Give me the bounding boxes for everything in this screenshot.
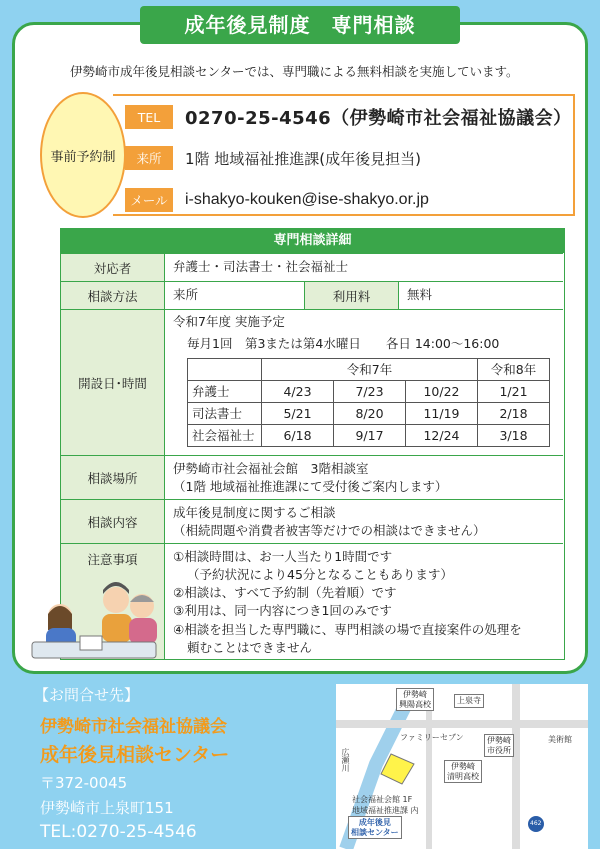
contact-heading: 【お問合せ先】 (34, 686, 140, 704)
client-body (129, 618, 157, 644)
access-map (336, 684, 588, 849)
map-art: 美術館 (548, 735, 572, 744)
notes-value (165, 544, 563, 659)
datetime-row (61, 309, 563, 455)
schedule-date: 2/18 (478, 403, 550, 425)
schedule-date: 1/21 (478, 381, 550, 403)
note-item: ①相談時間は、お一人当たり1時間です (173, 549, 393, 564)
schedule-table (187, 358, 550, 447)
notes-label: 注意事項 (61, 544, 165, 659)
map-seven: セブン (440, 733, 464, 742)
content-label: 相談内容 (61, 500, 165, 543)
schedule-role: 社会福祉士 (188, 425, 262, 447)
road-horizontal (336, 720, 588, 728)
schedule-date: 6/18 (262, 425, 334, 447)
contact-tel[interactable]: TEL:0270-25-4546 (40, 822, 197, 842)
map-river: 広瀬川 (341, 748, 350, 772)
place-row (61, 455, 563, 499)
counselor-body (102, 614, 132, 642)
note-item: （予約状況により45分となることもあります） (187, 567, 453, 583)
tel-row (125, 104, 572, 130)
road-vertical (512, 684, 520, 849)
consultation-illustration (24, 570, 164, 670)
contact-org: 伊勢崎市社会福祉協議会 (40, 717, 227, 737)
content-line2: （相続問題や消費者被害等だけでの相談はできません） (173, 522, 486, 538)
reservation-label: 事前予約制 (50, 149, 116, 165)
map-school2: 伊勢崎 清明高校 (444, 760, 482, 783)
mail-tag: メール (125, 188, 173, 212)
schedule-corner (188, 359, 262, 381)
datetime-label: 開設日･時間 (61, 310, 165, 455)
schedule-date: 12/24 (406, 425, 478, 447)
mail-link[interactable]: i-shakyo-kouken@ise-shakyo.or.jp (185, 191, 429, 208)
note-item: ②相談は、すべて予約制（先着順）です (173, 585, 397, 601)
note-item: ③利用は、同一内容につき1回のみです (173, 603, 392, 619)
reservation-badge (40, 92, 126, 218)
content-line1: 成年後見制度に関するご相談 (173, 505, 336, 520)
schedule-row (188, 425, 550, 447)
visit-row (125, 146, 421, 170)
schedule-row (188, 381, 550, 403)
note-item: 頼むことはできません (187, 639, 313, 655)
schedule-date: 7/23 (334, 381, 406, 403)
year8-header: 令和8年 (478, 359, 550, 381)
schedule-role: 弁護士 (188, 381, 262, 403)
content-row (61, 499, 563, 543)
datetime-value (165, 310, 563, 455)
map-school1: 伊勢崎 興陽高校 (396, 688, 434, 711)
tel-value[interactable]: 0270-25-4546（伊勢崎市社会福祉協議会） (185, 108, 572, 129)
map-family: ファミリー (400, 733, 440, 742)
counselor-head (103, 587, 129, 613)
intro-text: 伊勢崎市成年後見相談センターでは、専門職による無料相談を実施しています。 (70, 64, 519, 79)
map-city-hall: 伊勢崎 市役所 (484, 734, 514, 757)
content-value (165, 500, 563, 543)
schedule-role: 司法書士 (188, 403, 262, 425)
freq-text: 毎月1回 第3または第4水曜日 各日 14:00～16:00 (187, 335, 500, 351)
method-value: 来所 (165, 282, 305, 309)
visit-tag: 来所 (125, 146, 173, 170)
place-line1: 伊勢崎市社会福祉会館 3階相談室 (173, 461, 369, 476)
map-kamiizumi: 上泉寺 (454, 694, 484, 708)
road-vertical-2 (426, 704, 432, 849)
note-item: ④相談を担当した専門職に、専門相談の場で直接案件の処理を (173, 621, 522, 637)
contact-center: 成年後見相談センター (40, 744, 230, 766)
fee-label: 利用料 (305, 282, 399, 309)
staff-label: 対応者 (61, 254, 165, 281)
schedule-date: 5/21 (262, 403, 334, 425)
detail-header: 専門相談詳細 (61, 229, 564, 253)
schedule-row (188, 403, 550, 425)
schedule-date: 4/23 (262, 381, 334, 403)
plan-text: 令和7年度 実施予定 (173, 314, 285, 329)
method-row (61, 281, 563, 309)
map-kaikan: 社会福祉会館 1F 地域福祉推進課 内 (352, 795, 419, 815)
place-line2: （1階 地域福祉推進課にて受付後ご案内します） (173, 478, 448, 494)
schedule-date: 9/17 (334, 425, 406, 447)
tel-tag: TEL (125, 105, 173, 129)
schedule-date: 3/18 (478, 425, 550, 447)
schedule-date: 11/19 (406, 403, 478, 425)
papers (80, 636, 102, 650)
contact-address: 伊勢崎市上泉町151 (40, 799, 174, 817)
page-title: 成年後見制度 専門相談 (140, 6, 460, 44)
map-road-462: 462 (530, 820, 542, 827)
staff-row (61, 253, 563, 281)
client-hair (130, 595, 154, 602)
schedule-date: 10/22 (406, 381, 478, 403)
fee-value: 無料 (407, 287, 433, 302)
staff-value: 弁護士・司法書士・社会福祉士 (173, 259, 349, 274)
mail-row (125, 188, 429, 212)
place-value (165, 456, 563, 499)
visit-value: 1階 地域福祉推進課(成年後見担当) (185, 149, 422, 168)
schedule-date: 8/20 (334, 403, 406, 425)
year7-header: 令和7年 (262, 359, 478, 381)
contact-postal: 〒372-0045 (40, 774, 128, 792)
map-center: 成年後見 相談センター (348, 816, 402, 839)
method-label: 相談方法 (61, 282, 165, 309)
place-label: 相談場所 (61, 456, 165, 499)
